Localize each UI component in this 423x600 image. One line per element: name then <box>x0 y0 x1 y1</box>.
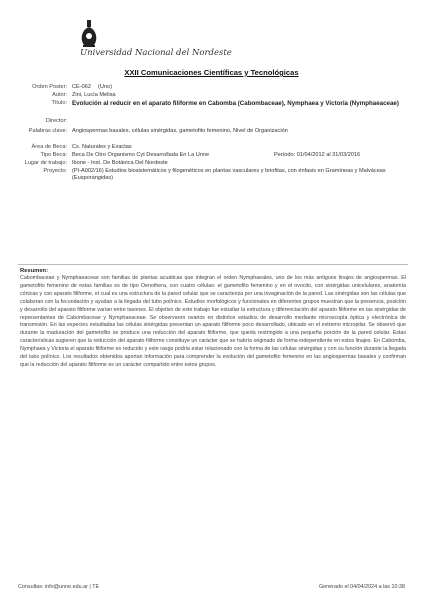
abstract-title: Resumen: <box>20 268 49 274</box>
university-header <box>78 18 398 62</box>
orden-label: Orden Poster: <box>32 84 67 90</box>
titulo-value: Evolución al reducir en el aparato filiforme en Cabomba (Cabombaceae), Nymphaea y Victoria (Nymphaeaceae) <box>72 100 399 107</box>
autor-value: Zini, Lucía Melisa <box>72 92 116 98</box>
titulo-label: Título: <box>51 100 67 106</box>
palabras-value: Angiospermas basales, células sinérgidas, gametofito femenino, Nivel de Organización <box>72 128 288 134</box>
tipo-label: Tipo Beca: <box>40 152 67 158</box>
field-autor <box>18 92 408 100</box>
area-label: Área de Beca: <box>31 144 67 150</box>
field-tipo <box>18 152 408 160</box>
abstract-section <box>18 264 408 575</box>
abstract-text: Cabombaceae y Nymphaeaceae son familias de plantas acuáticas que integran el orden Nymphaeales, uno de los más antiguos linajes de angiospermas. El gametofito femenino de estas familias es de tipo Oenothera, con cuatro células: el gametofito femenino y en el ovocito, con sinérgidas unicelulares, anatomía cónicas y con aparato filiforme, el cual es una estructura de la pared celular que se caracteriza por una invaginación de la pared. Las sinérgidas son las células que colaboran con la fecundación y ayudan a la llegada del tubo polínico. Estudios morfológicos y funcionales en diferentes grupos muestran que la presencia, posición y desarrollo del aparato filiforme varían entre taxones. El objetivo de este trabajo fue estudiar la estructura y diferenciación del aparato filiforme en las sinérgidas de representantes de Cabombaceae y Nymphaeaceae. Se observaron ovarios en distintos estadios de desarrollo mediante microscopía óptica y electrónica de transmisión. En las especies estudiadas las células sinérgidas presentan un aparato filiforme poco desarrollado, ubicado en el extremo micropilar. Se observó que durante la maduración del gametofito se produce una reducción del aparato filiforme, que queda restringido a una pequeña porción de la pared celular. Estas características sugieren que la reducción del aparato filiforme constituye un carácter que se habría originado de forma independiente en estos linajes. En Cabomba, Nymphaea y Victoria el aparato filiforme es reducido y este rasgo podría estar relacionado con la forma de las células sinérgidas y con su función durante la llegada del tubo polínico. Los resultados obtenidos aportan información para comprender la evolución del gametofito femenino en las angiospermas basales y confirman que la reducción del aparato filiforme es un carácter compartido entre estos grupos. <box>20 275 406 368</box>
footer-contact: Consultas: info@unne.edu.ar | TE <box>18 584 100 590</box>
field-lugar <box>18 160 408 168</box>
autor-label: Autor: <box>52 92 67 98</box>
field-titulo <box>18 100 408 118</box>
director-label: Director: <box>45 118 67 124</box>
palabras-label: Palabras clave: <box>28 128 67 134</box>
footer-generated: Generado el 04/04/2024 a las 10:38 <box>318 584 405 590</box>
lugar-value: Ibone - Inst. De Botánica Del Nordeste <box>72 160 168 166</box>
field-orden <box>18 84 408 92</box>
area-value: Cs. Naturales y Exactas <box>72 144 132 150</box>
page-title: XXII Comunicaciones Científicas y Tecnológicas <box>124 68 299 77</box>
lugar-label: Lugar de trabajo: <box>24 160 67 166</box>
field-director <box>18 118 408 128</box>
field-palabras <box>18 128 408 144</box>
record-fields <box>18 84 408 184</box>
field-proyecto <box>18 168 408 184</box>
tipo-value: Beca De Otro Organismo Cyt Desarrollada En La Unne <box>72 152 210 158</box>
proyecto-label: Proyecto: <box>43 168 67 174</box>
proyecto-value: (PI-A002/16) Estudios biosistemáticos y filogenéticos en plantas vasculares y briofitas, con énfasis en Gramíneas y Malváceas (Eusporangidas) <box>72 168 386 182</box>
orden-value: CE-062 <box>72 84 91 90</box>
periodo-value: Período: 01/04/2012 al 31/03/2016 <box>274 152 361 158</box>
field-area <box>18 144 408 152</box>
orden-extra: (Uno) <box>98 84 112 90</box>
university-name: Universidad Nacional del Nordeste <box>80 48 232 58</box>
